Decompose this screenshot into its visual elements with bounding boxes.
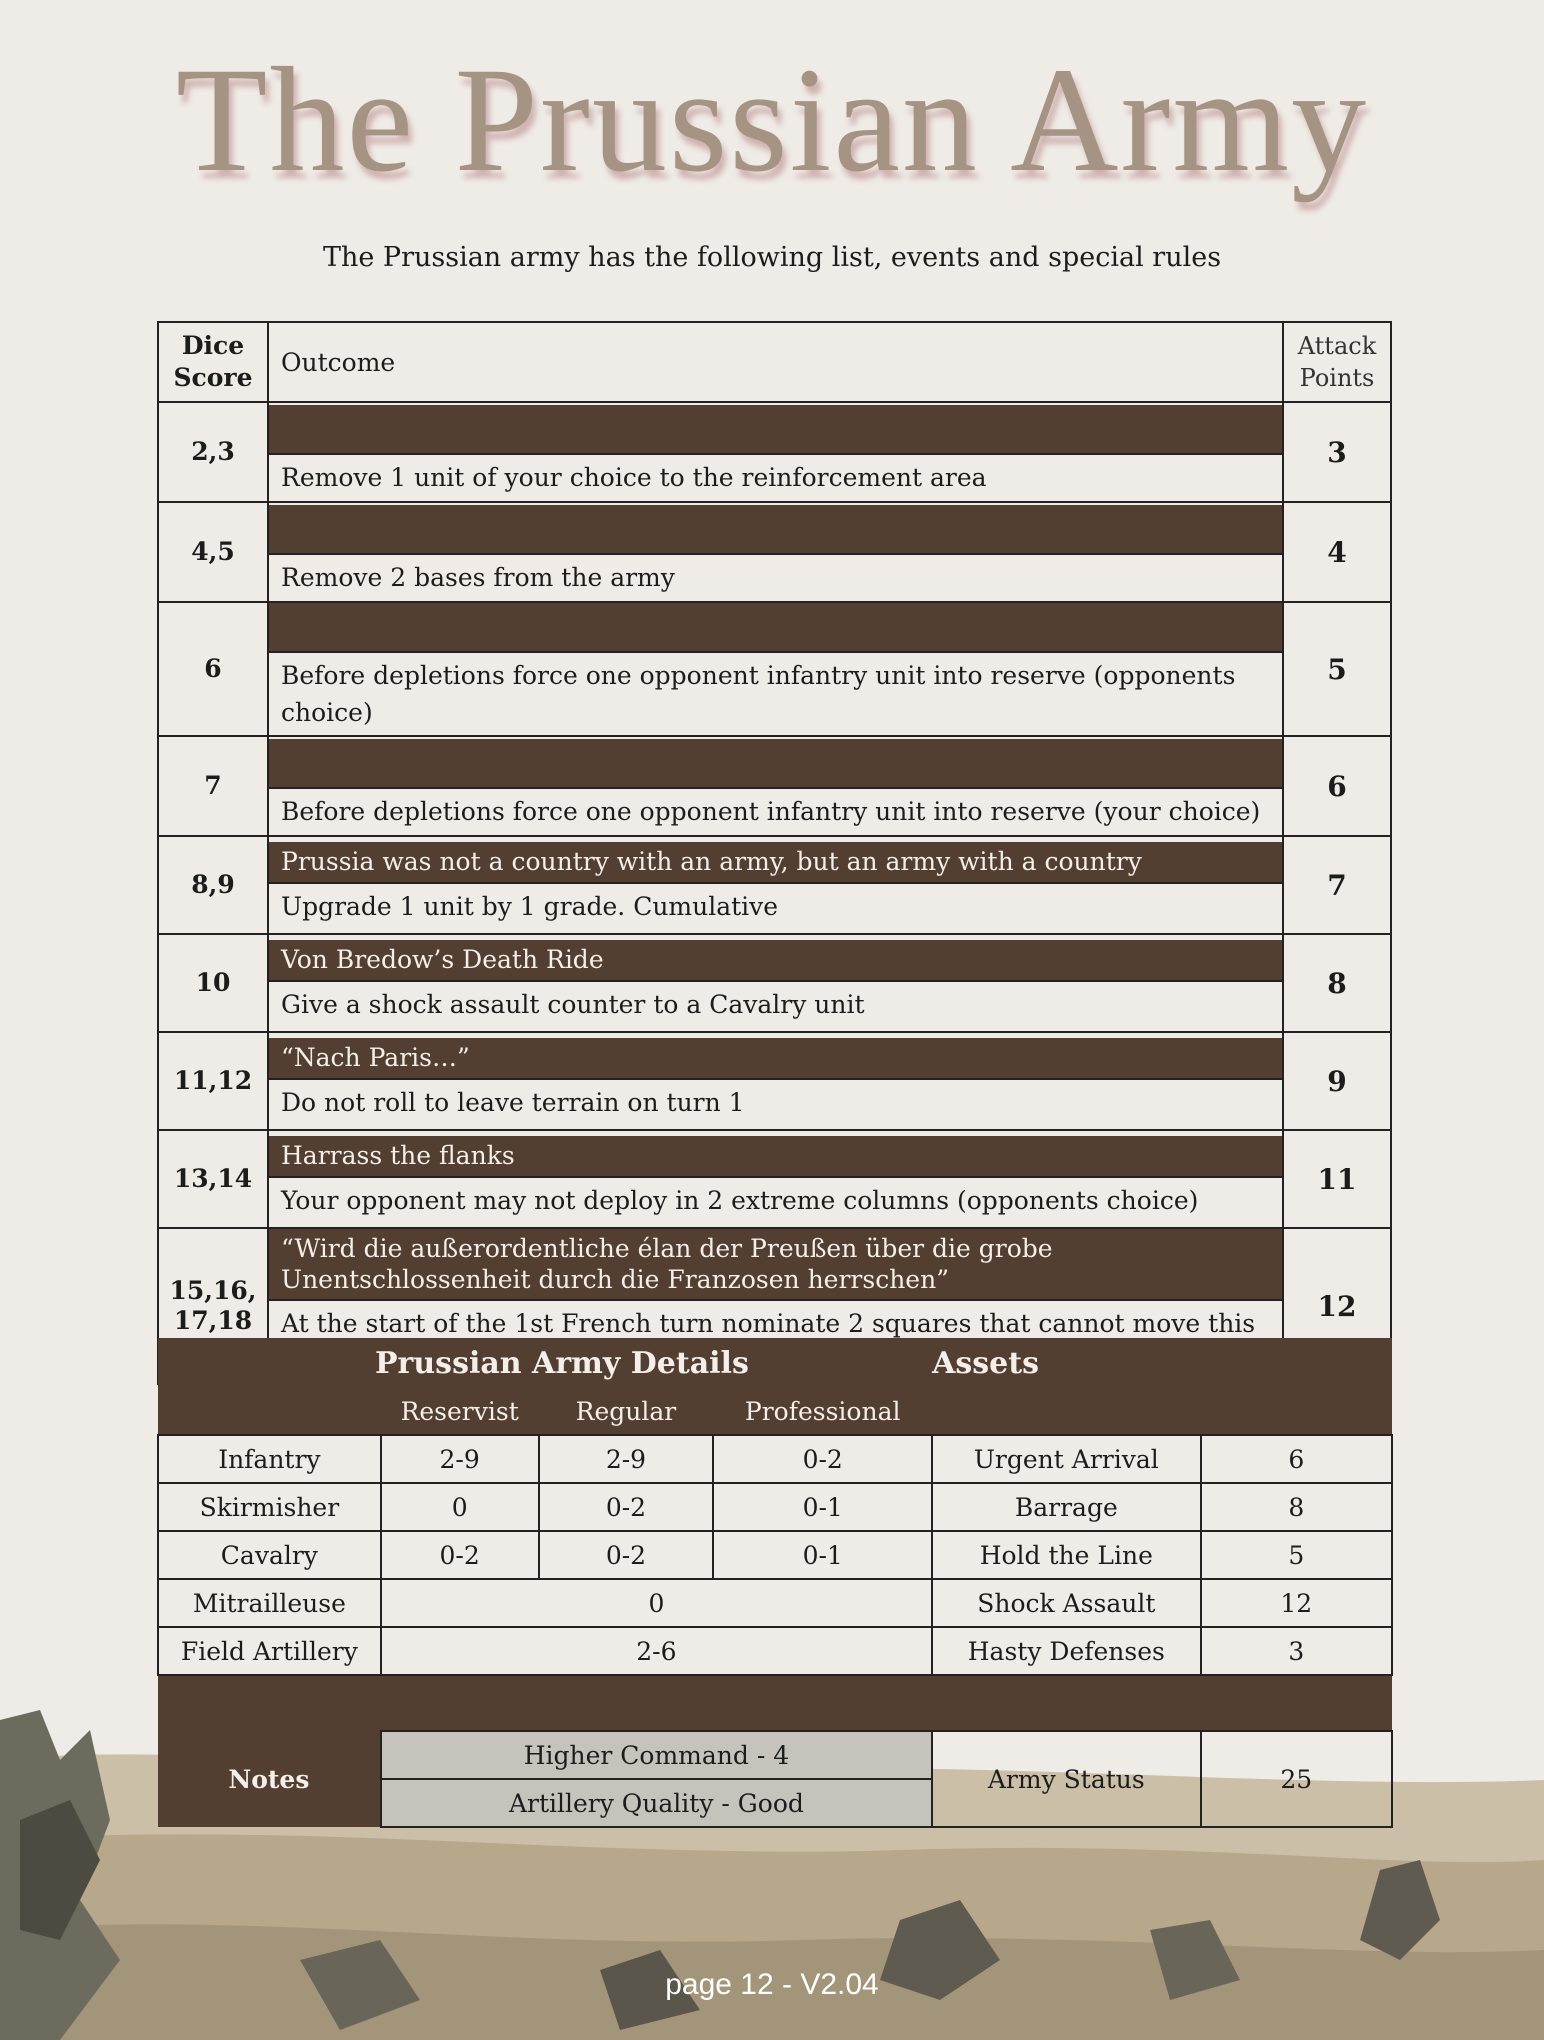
dice-score: 13,14 [158, 1130, 268, 1228]
table-header-row [158, 322, 1391, 402]
table-row [158, 1483, 1392, 1531]
outcome [268, 1130, 1283, 1228]
table-row [158, 1435, 1392, 1483]
asset-value: 12 [1201, 1579, 1392, 1627]
unit-professional: 0-1 [713, 1531, 932, 1579]
attack-points: 6 [1283, 736, 1391, 836]
note-item: Artillery Quality - Good [381, 1779, 932, 1827]
event-description: Upgrade 1 unit by 1 grade. Cumulative [269, 882, 1282, 929]
attack-points: 12 [1283, 1228, 1391, 1384]
unit-regular: 2-9 [539, 1435, 714, 1483]
header-attack-points: Attack Points [1283, 322, 1391, 402]
event-title [269, 739, 1282, 787]
outcome [268, 1032, 1283, 1130]
asset-value: 8 [1201, 1483, 1392, 1531]
note-item: Higher Command - 4 [381, 1731, 932, 1779]
table-row [158, 1032, 1391, 1130]
unit-professional: 0-1 [713, 1483, 932, 1531]
dice-score: 7 [158, 736, 268, 836]
attack-points: 5 [1283, 602, 1391, 736]
unit-name: Cavalry [158, 1531, 381, 1579]
page-footer: page 12 - V2.04 [665, 1968, 879, 2001]
attack-points: 9 [1283, 1032, 1391, 1130]
asset-value: 5 [1201, 1531, 1392, 1579]
unit-all-grades: 2-6 [381, 1627, 932, 1675]
event-description: Before depletions force one opponent infantry unit into reserve (your choice) [269, 787, 1282, 834]
asset-name: Hold the Line [932, 1531, 1200, 1579]
event-description: Remove 1 unit of your choice to the reinforcement area [269, 453, 1282, 500]
table-row [158, 502, 1391, 602]
dice-score: 4,5 [158, 502, 268, 602]
outcome [268, 502, 1283, 602]
attack-points: 7 [1283, 836, 1391, 934]
unit-regular: 0-2 [539, 1531, 714, 1579]
notes-label: Notes [158, 1731, 381, 1827]
table-row [158, 736, 1391, 836]
event-description: Before depletions force one opponent infantry unit into reserve (opponents choice) [269, 651, 1282, 735]
table-row [158, 836, 1391, 934]
army-status-value: 25 [1201, 1731, 1392, 1827]
attack-points: 8 [1283, 934, 1391, 1032]
event-title [269, 505, 1282, 553]
event-title: “Nach Paris…” [269, 1038, 1282, 1078]
event-description: At the start of the 1st French turn nominate 2 squares that cannot move this [269, 1299, 1282, 1383]
dice-score: 8,9 [158, 836, 268, 934]
table-row [158, 1531, 1392, 1579]
dice-score: 2,3 [158, 402, 268, 502]
outcome [268, 402, 1283, 502]
outcome [268, 836, 1283, 934]
event-description: Give a shock assault counter to a Cavalry unit [269, 980, 1282, 1027]
event-description: Do not roll to leave terrain on turn 1 [269, 1078, 1282, 1125]
dice-outcome-table [157, 321, 1392, 1385]
unit-name: Skirmisher [158, 1483, 381, 1531]
unit-name: Infantry [158, 1435, 381, 1483]
unit-all-grades: 0 [381, 1579, 932, 1627]
page-title: The Prussian Army [175, 37, 1369, 203]
unit-professional: 0-2 [713, 1435, 932, 1483]
unit-reservist: 2-9 [381, 1435, 539, 1483]
column-header-reservist: Reservist [381, 1388, 539, 1435]
asset-name: Urgent Arrival [932, 1435, 1200, 1483]
header-outcome: Outcome [268, 322, 1283, 402]
army-details-table [157, 1338, 1393, 1828]
dice-score: 6 [158, 602, 268, 736]
column-header-professional: Professional [713, 1388, 932, 1435]
army-details-title: Prussian Army Details [158, 1338, 932, 1388]
section-divider [158, 1675, 1392, 1731]
column-header-blank [158, 1388, 381, 1435]
event-title: “Wird die außerordentliche élan der Preußen über die grobe Unentschlossenheit durch die Franzosen herrschen” [269, 1229, 1282, 1299]
event-title: Harrass the flanks [269, 1136, 1282, 1176]
event-title [269, 405, 1282, 453]
table-row [158, 402, 1391, 502]
table-row [158, 602, 1391, 736]
asset-name: Hasty Defenses [932, 1627, 1200, 1675]
column-header-regular: Regular [539, 1388, 714, 1435]
asset-value: 3 [1201, 1627, 1392, 1675]
dice-score: 11,12 [158, 1032, 268, 1130]
event-description: Your opponent may not deploy in 2 extreme columns (opponents choice) [269, 1176, 1282, 1223]
table-row [158, 1579, 1392, 1627]
table-row [158, 934, 1391, 1032]
asset-value: 6 [1201, 1435, 1392, 1483]
outcome [268, 934, 1283, 1032]
assets-header-blank [932, 1388, 1392, 1435]
dice-score: 10 [158, 934, 268, 1032]
notes-row [158, 1731, 1392, 1779]
page-subtitle: The Prussian army has the following list, events and special rules [322, 242, 1222, 273]
unit-reservist: 0-2 [381, 1531, 539, 1579]
unit-name: Field Artillery [158, 1627, 381, 1675]
event-title: Prussia was not a country with an army, but an army with a country [269, 842, 1282, 882]
asset-name: Shock Assault [932, 1579, 1200, 1627]
event-title: Von Bredow’s Death Ride [269, 940, 1282, 980]
event-description: Remove 2 bases from the army [269, 553, 1282, 600]
assets-title: Assets [932, 1338, 1392, 1388]
event-title [269, 603, 1282, 651]
dice-score: 15,16, 17,18 [158, 1228, 268, 1384]
header-dice-score: Dice Score [158, 322, 268, 402]
outcome [268, 736, 1283, 836]
unit-reservist: 0 [381, 1483, 539, 1531]
unit-regular: 0-2 [539, 1483, 714, 1531]
asset-name: Barrage [932, 1483, 1200, 1531]
outcome [268, 602, 1283, 736]
attack-points: 3 [1283, 402, 1391, 502]
table-row [158, 1130, 1391, 1228]
attack-points: 4 [1283, 502, 1391, 602]
attack-points: 11 [1283, 1130, 1391, 1228]
army-status-label: Army Status [932, 1731, 1200, 1827]
unit-name: Mitrailleuse [158, 1579, 381, 1627]
table-row [158, 1627, 1392, 1675]
